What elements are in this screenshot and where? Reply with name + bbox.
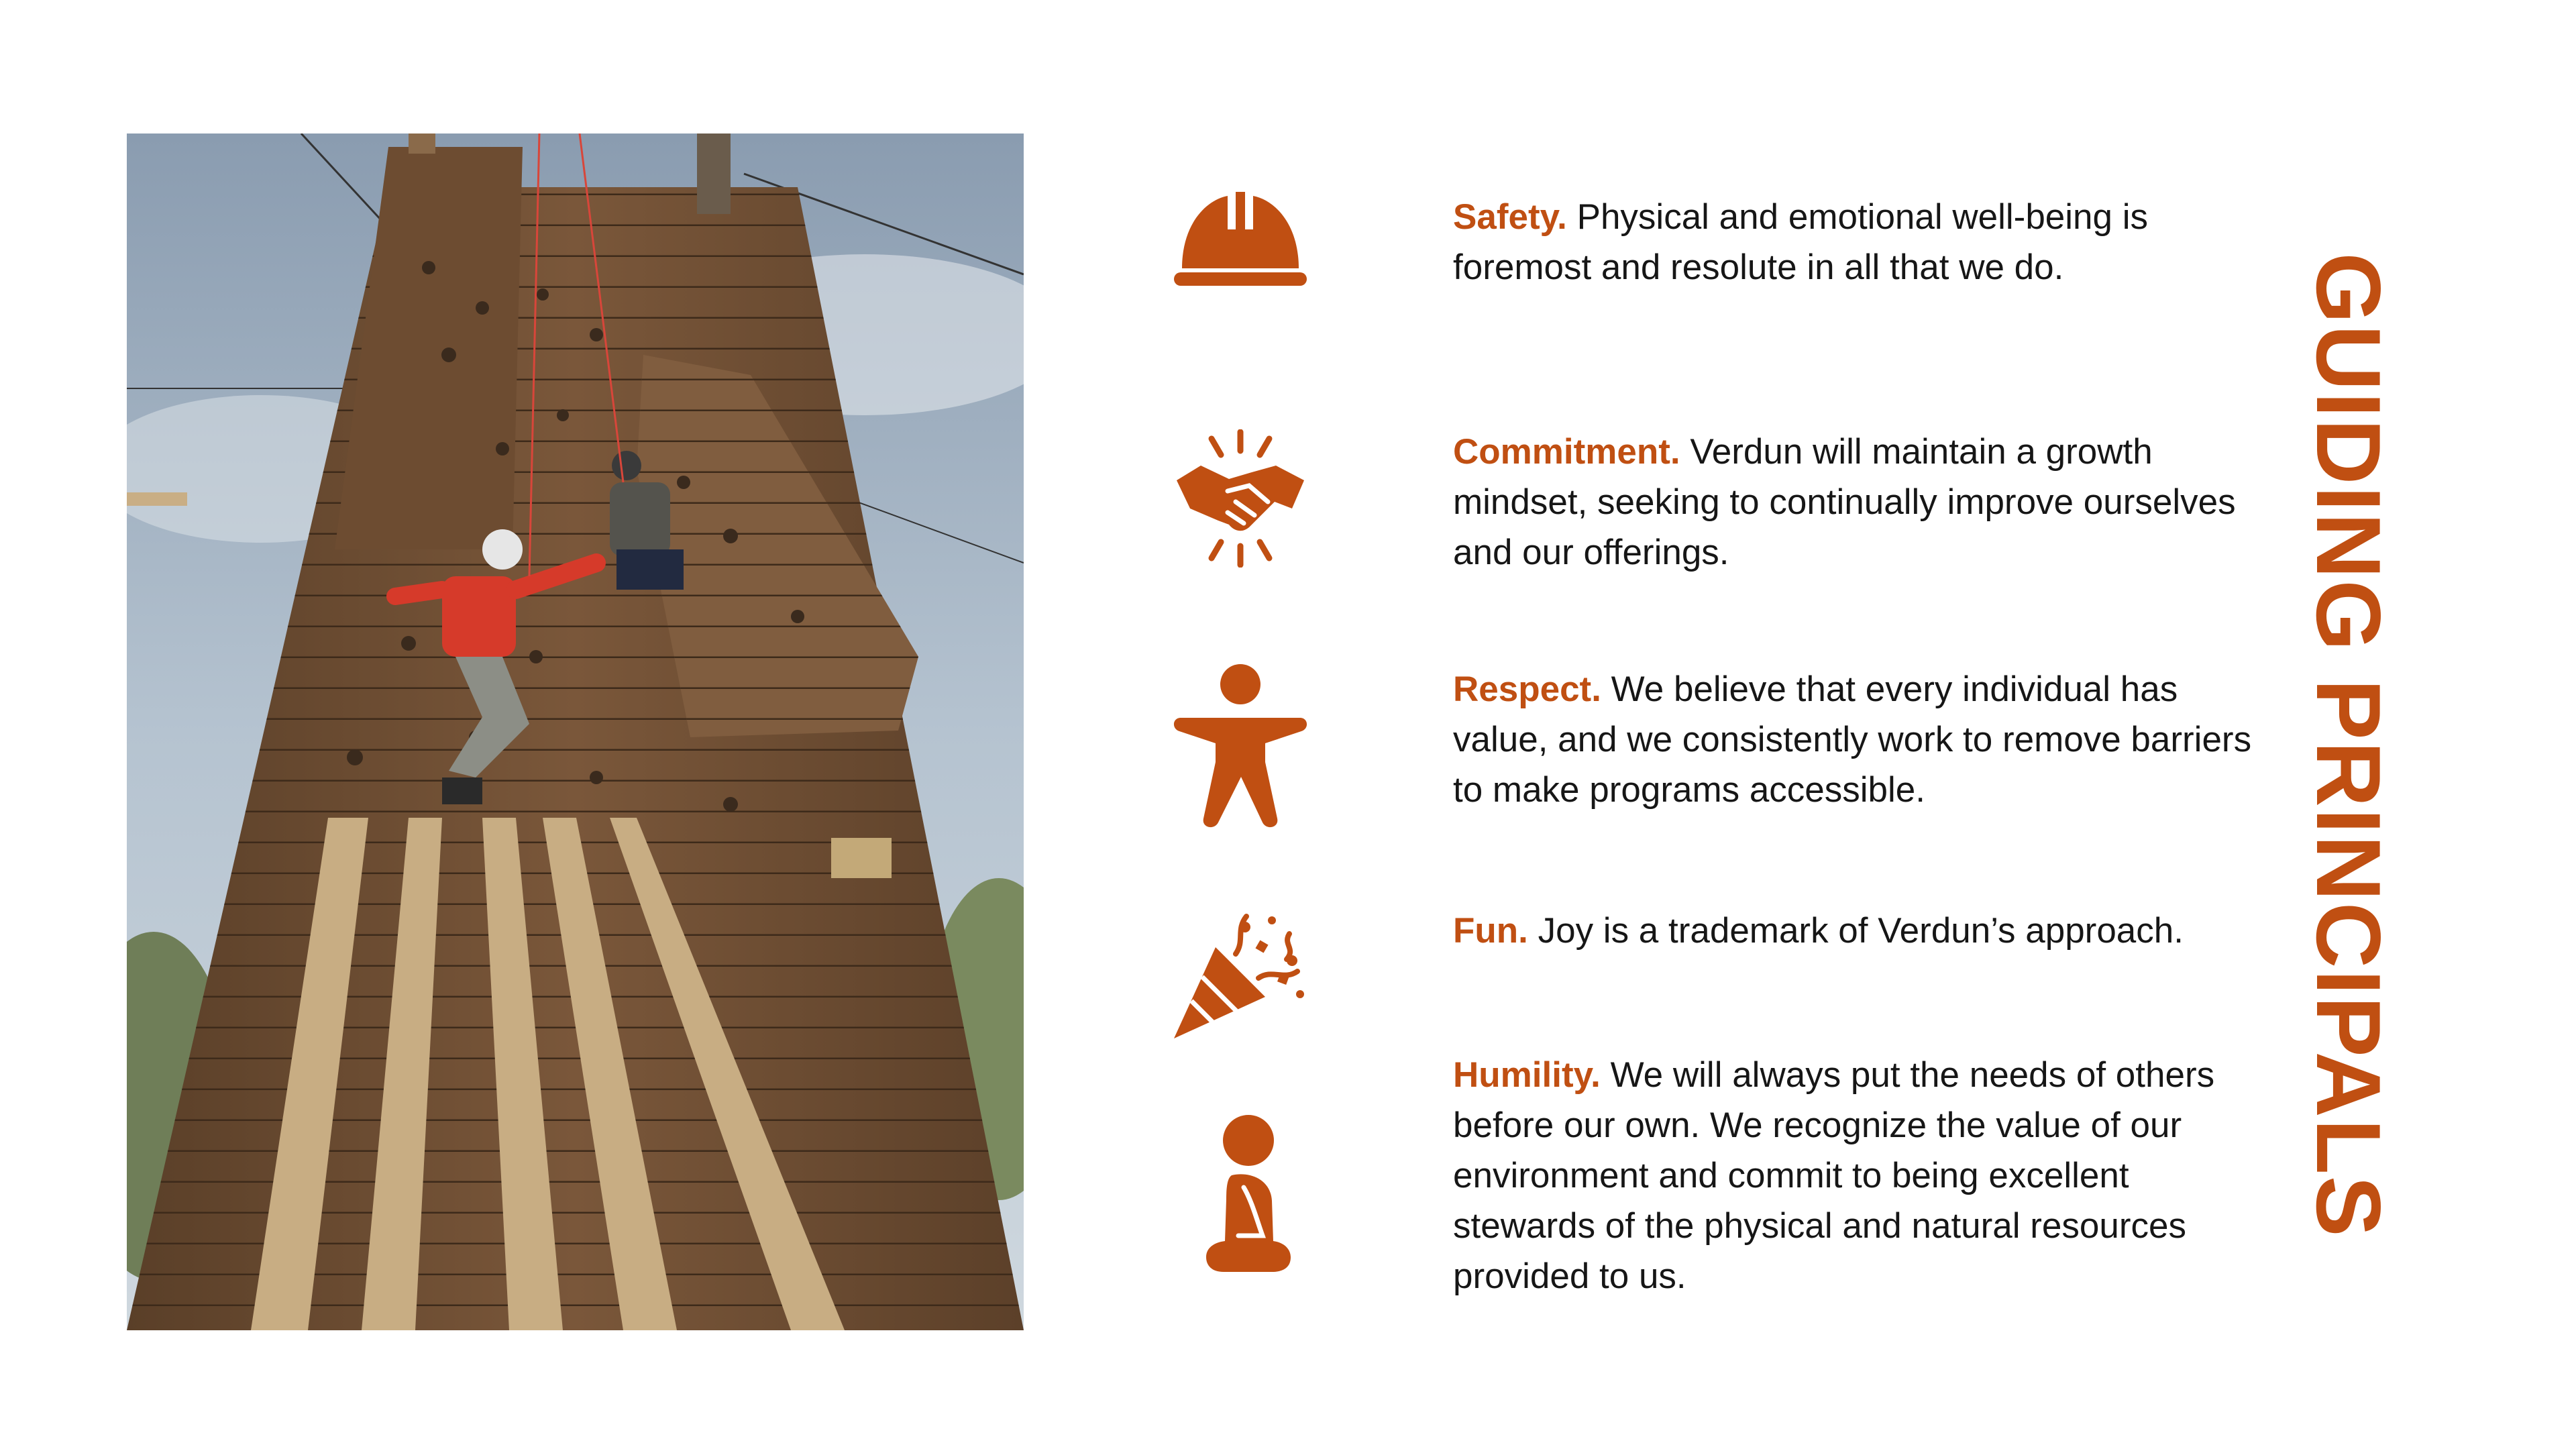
accessibility-person-icon (1171, 663, 1309, 828)
principle-name: Humility. (1453, 1055, 1601, 1095)
principle-text: We will always put the needs of others before our own. We recognize the value of our environment and commit to being excellent stewards of the physical and natural resources provided to us. (1453, 1055, 2215, 1296)
principle-text: We believe that every individual has value, and we consistently work to remove barriers to make programs accessible. (1453, 669, 2252, 810)
page-title-text: GUIDING PRINCIPALS (2298, 252, 2400, 1238)
principle-name: Fun. (1453, 911, 1528, 951)
hard-hat-icon (1174, 189, 1307, 287)
principle-text: Verdun will maintain a growth mindset, seeking to continually improve ourselves and our offerings. (1453, 432, 2236, 572)
principle-safety (1453, 192, 2278, 292)
principle-name: Respect. (1453, 669, 1601, 709)
principle-name: Safety. (1453, 197, 1567, 237)
principle-respect (1453, 664, 2278, 815)
page-title (2298, 192, 2400, 1299)
climbing-wall-photo (127, 133, 1024, 1330)
handshake-icon (1174, 429, 1307, 568)
principle-humility (1453, 1050, 2278, 1301)
principle-text: Physical and emotional well-being is foremost and resolute in all that we do. (1453, 197, 2148, 287)
principle-text: Joy is a trademark of Verdun’s approach. (1538, 911, 2184, 951)
principle-commitment (1453, 427, 2278, 578)
principle-fun (1453, 906, 2278, 956)
principle-name: Commitment. (1453, 432, 1680, 472)
meditating-person-icon (1205, 1114, 1292, 1272)
party-popper-icon (1171, 907, 1305, 1041)
